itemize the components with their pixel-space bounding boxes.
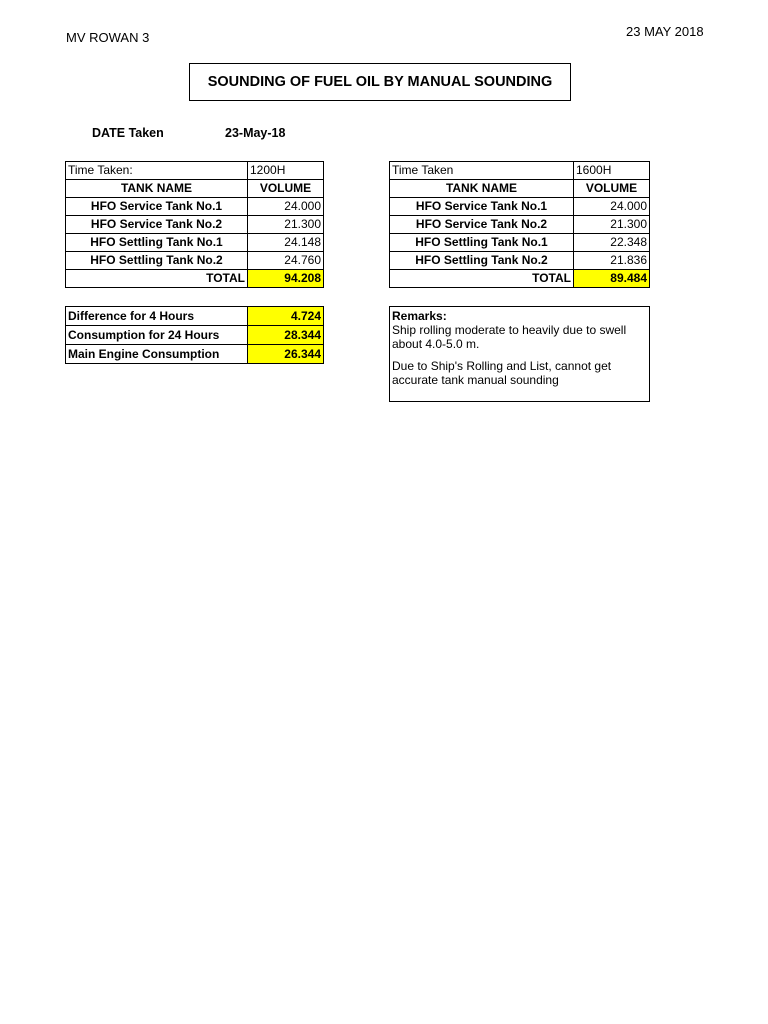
table-header-row [390,180,650,198]
tank-name: HFO Settling Tank No.1 [66,234,248,252]
column-header-tank: TANK NAME [66,180,248,198]
summary-value: 26.344 [248,345,324,364]
total-value: 94.208 [248,270,324,288]
table-row [66,307,324,326]
time-label: Time Taken [390,162,574,180]
table-header-row [66,180,324,198]
table-row [390,216,650,234]
table-row [390,252,650,270]
consumption-summary-table [65,306,324,364]
tank-name: HFO Service Tank No.2 [66,216,248,234]
time-label: Time Taken: [66,162,248,180]
tank-name: HFO Settling Tank No.1 [390,234,574,252]
table-row [66,252,324,270]
tank-volume: 22.348 [574,234,650,252]
table-row [66,216,324,234]
summary-value: 4.724 [248,307,324,326]
time-value: 1600H [574,162,650,180]
column-header-tank: TANK NAME [390,180,574,198]
tank-volume: 21.300 [248,216,324,234]
summary-label: Difference for 4 Hours [66,307,248,326]
page-title: SOUNDING OF FUEL OIL BY MANUAL SOUNDING [189,63,571,101]
table-row [66,162,324,180]
table-row [390,234,650,252]
table-row [66,198,324,216]
tank-name: HFO Service Tank No.2 [390,216,574,234]
remarks-heading: Remarks: [392,309,447,323]
total-row [66,270,324,288]
remarks-line: Due to Ship's Rolling and List, cannot get accurate tank manual sounding [392,359,612,387]
report-date: 23 MAY 2018 [626,24,704,39]
column-header-volume: VOLUME [248,180,324,198]
summary-label: Main Engine Consumption [66,345,248,364]
tank-volume: 24.000 [248,198,324,216]
table-row [390,198,650,216]
column-header-volume: VOLUME [574,180,650,198]
tank-name: HFO Settling Tank No.2 [66,252,248,270]
total-row [390,270,650,288]
date-taken-label: DATE Taken [92,126,164,140]
tank-volume: 24.148 [248,234,324,252]
total-value: 89.484 [574,270,650,288]
table-row [66,234,324,252]
sounding-table-1600 [389,161,650,288]
tank-name: HFO Service Tank No.1 [66,198,248,216]
remarks-line: Ship rolling moderate to heavily due to swell about 4.0-5.0 m. [392,323,627,351]
vessel-name: MV ROWAN 3 [66,30,150,45]
tank-volume: 24.000 [574,198,650,216]
date-taken-value: 23-May-18 [225,126,286,140]
remarks-box [389,306,650,402]
table-row [66,345,324,364]
tank-name: HFO Settling Tank No.2 [390,252,574,270]
total-label: TOTAL [390,270,574,288]
total-label: TOTAL [66,270,248,288]
time-value: 1200H [248,162,324,180]
tank-volume: 21.836 [574,252,650,270]
summary-value: 28.344 [248,326,324,345]
sounding-table-1200 [65,161,324,288]
table-row [390,162,650,180]
tank-volume: 24.760 [248,252,324,270]
tank-volume: 21.300 [574,216,650,234]
table-row [66,326,324,345]
summary-label: Consumption for 24 Hours [66,326,248,345]
tank-name: HFO Service Tank No.1 [390,198,574,216]
